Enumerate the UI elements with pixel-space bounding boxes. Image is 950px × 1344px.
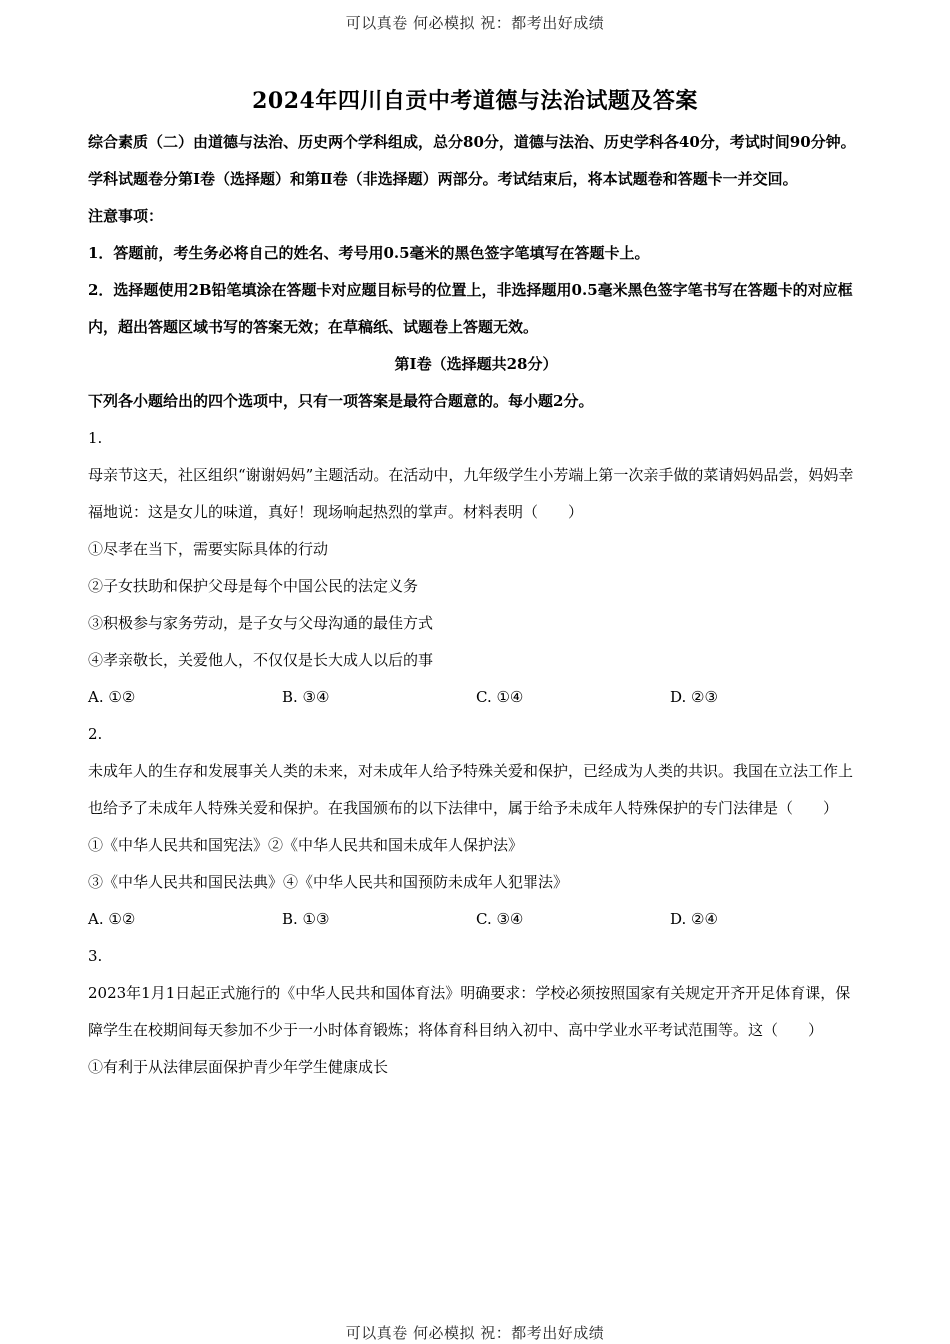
watermark-bottom: 可以真卷 何必模拟 祝：都考出好成绩 <box>345 1324 605 1342</box>
page-title: 2024年四川自贡中考道德与法治试题及答案 <box>252 88 698 114</box>
question-number: 2. <box>88 725 103 743</box>
question-statement: ①有利于从法律层面保护青少年学生健康成长 <box>88 1058 389 1076</box>
question-statement: ③积极参与家务劳动，是子女与父母沟通的最佳方式 <box>88 614 434 632</box>
answer-options <box>88 679 864 716</box>
question-statement: ③《中华人民共和国民法典》④《中华人民共和国预防未成年人犯罪法》 <box>88 873 569 891</box>
intro-paragraph: 综合素质（二）由道德与法治、历史两个学科组成，总分80分，道德与法治、历史学科各40分，考试时间90分钟。学科试题卷分第Ⅰ卷（选择题）和第Ⅱ卷（非选择题）两部分。考试结束后，将本试题卷和答题卡一并交回。 <box>88 133 856 188</box>
question-statement: ①《中华人民共和国宪法》②《中华人民共和国未成年人保护法》 <box>88 836 524 854</box>
question-statement: ④孝亲敬长，关爱他人，不仅仅是长大成人以后的事 <box>88 651 434 669</box>
option-b: B. ③④ <box>282 688 330 706</box>
question-stem: 母亲节这天，社区组织“谢谢妈妈”主题活动。在活动中，九年级学生小芳端上第一次亲手做的菜请妈妈品尝，妈妈幸福地说：这是女儿的味道，真好！现场响起热烈的掌声。材料表明（ ） <box>88 466 854 521</box>
question-statement: ②子女扶助和保护父母是每个中国公民的法定义务 <box>88 577 419 595</box>
answer-options <box>88 901 864 938</box>
question-number: 1. <box>88 429 103 447</box>
document-body <box>88 124 864 1086</box>
option-d: D. ②③ <box>670 688 718 706</box>
question-number: 3. <box>88 947 103 965</box>
watermark-top: 可以真卷 何必模拟 祝：都考出好成绩 <box>345 14 605 32</box>
note-item: 1．答题前，考生务必将自己的姓名、考号用0.5毫米的黑色签字笔填写在答题卡上。 <box>88 244 650 262</box>
option-c: C. ③④ <box>476 910 524 928</box>
option-a: A. ①② <box>88 688 136 706</box>
notes-heading: 注意事项： <box>88 207 164 225</box>
question-stem: 未成年人的生存和发展事关人类的未来，对未成年人给予特殊关爱和保护，已经成为人类的共识。我国在立法工作上也给予了未成年人特殊关爱和保护。在我国颁布的以下法律中，属于给予未成年人特殊保护的专门法律是（ ） <box>88 762 854 817</box>
option-a: A. ①② <box>88 910 136 928</box>
option-b: B. ①③ <box>282 910 330 928</box>
section-title: 第Ⅰ卷（选择题共28分） <box>394 355 558 373</box>
section-instruction: 下列各小题给出的四个选项中，只有一项答案是最符合题意的。每小题2分。 <box>88 392 594 410</box>
question-statement: ①尽孝在当下，需要实际具体的行动 <box>88 540 329 558</box>
note-item: 2．选择题使用2B铅笔填涂在答题卡对应题目标号的位置上，非选择题用0.5毫米黑色签字笔书写在答题卡的对应框内，超出答题区域书写的答案无效；在草稿纸、试题卷上答题无效。 <box>88 281 853 336</box>
question-stem: 2023年1月1日起正式施行的《中华人民共和国体育法》明确要求：学校必须按照国家有关规定开齐开足体育课，保障学生在校期间每天参加不少于一小时体育锻炼；将体育科目纳入初中、高中学业水平考试范围等。这（ ） <box>88 984 851 1039</box>
option-d: D. ②④ <box>670 910 718 928</box>
option-c: C. ①④ <box>476 688 524 706</box>
